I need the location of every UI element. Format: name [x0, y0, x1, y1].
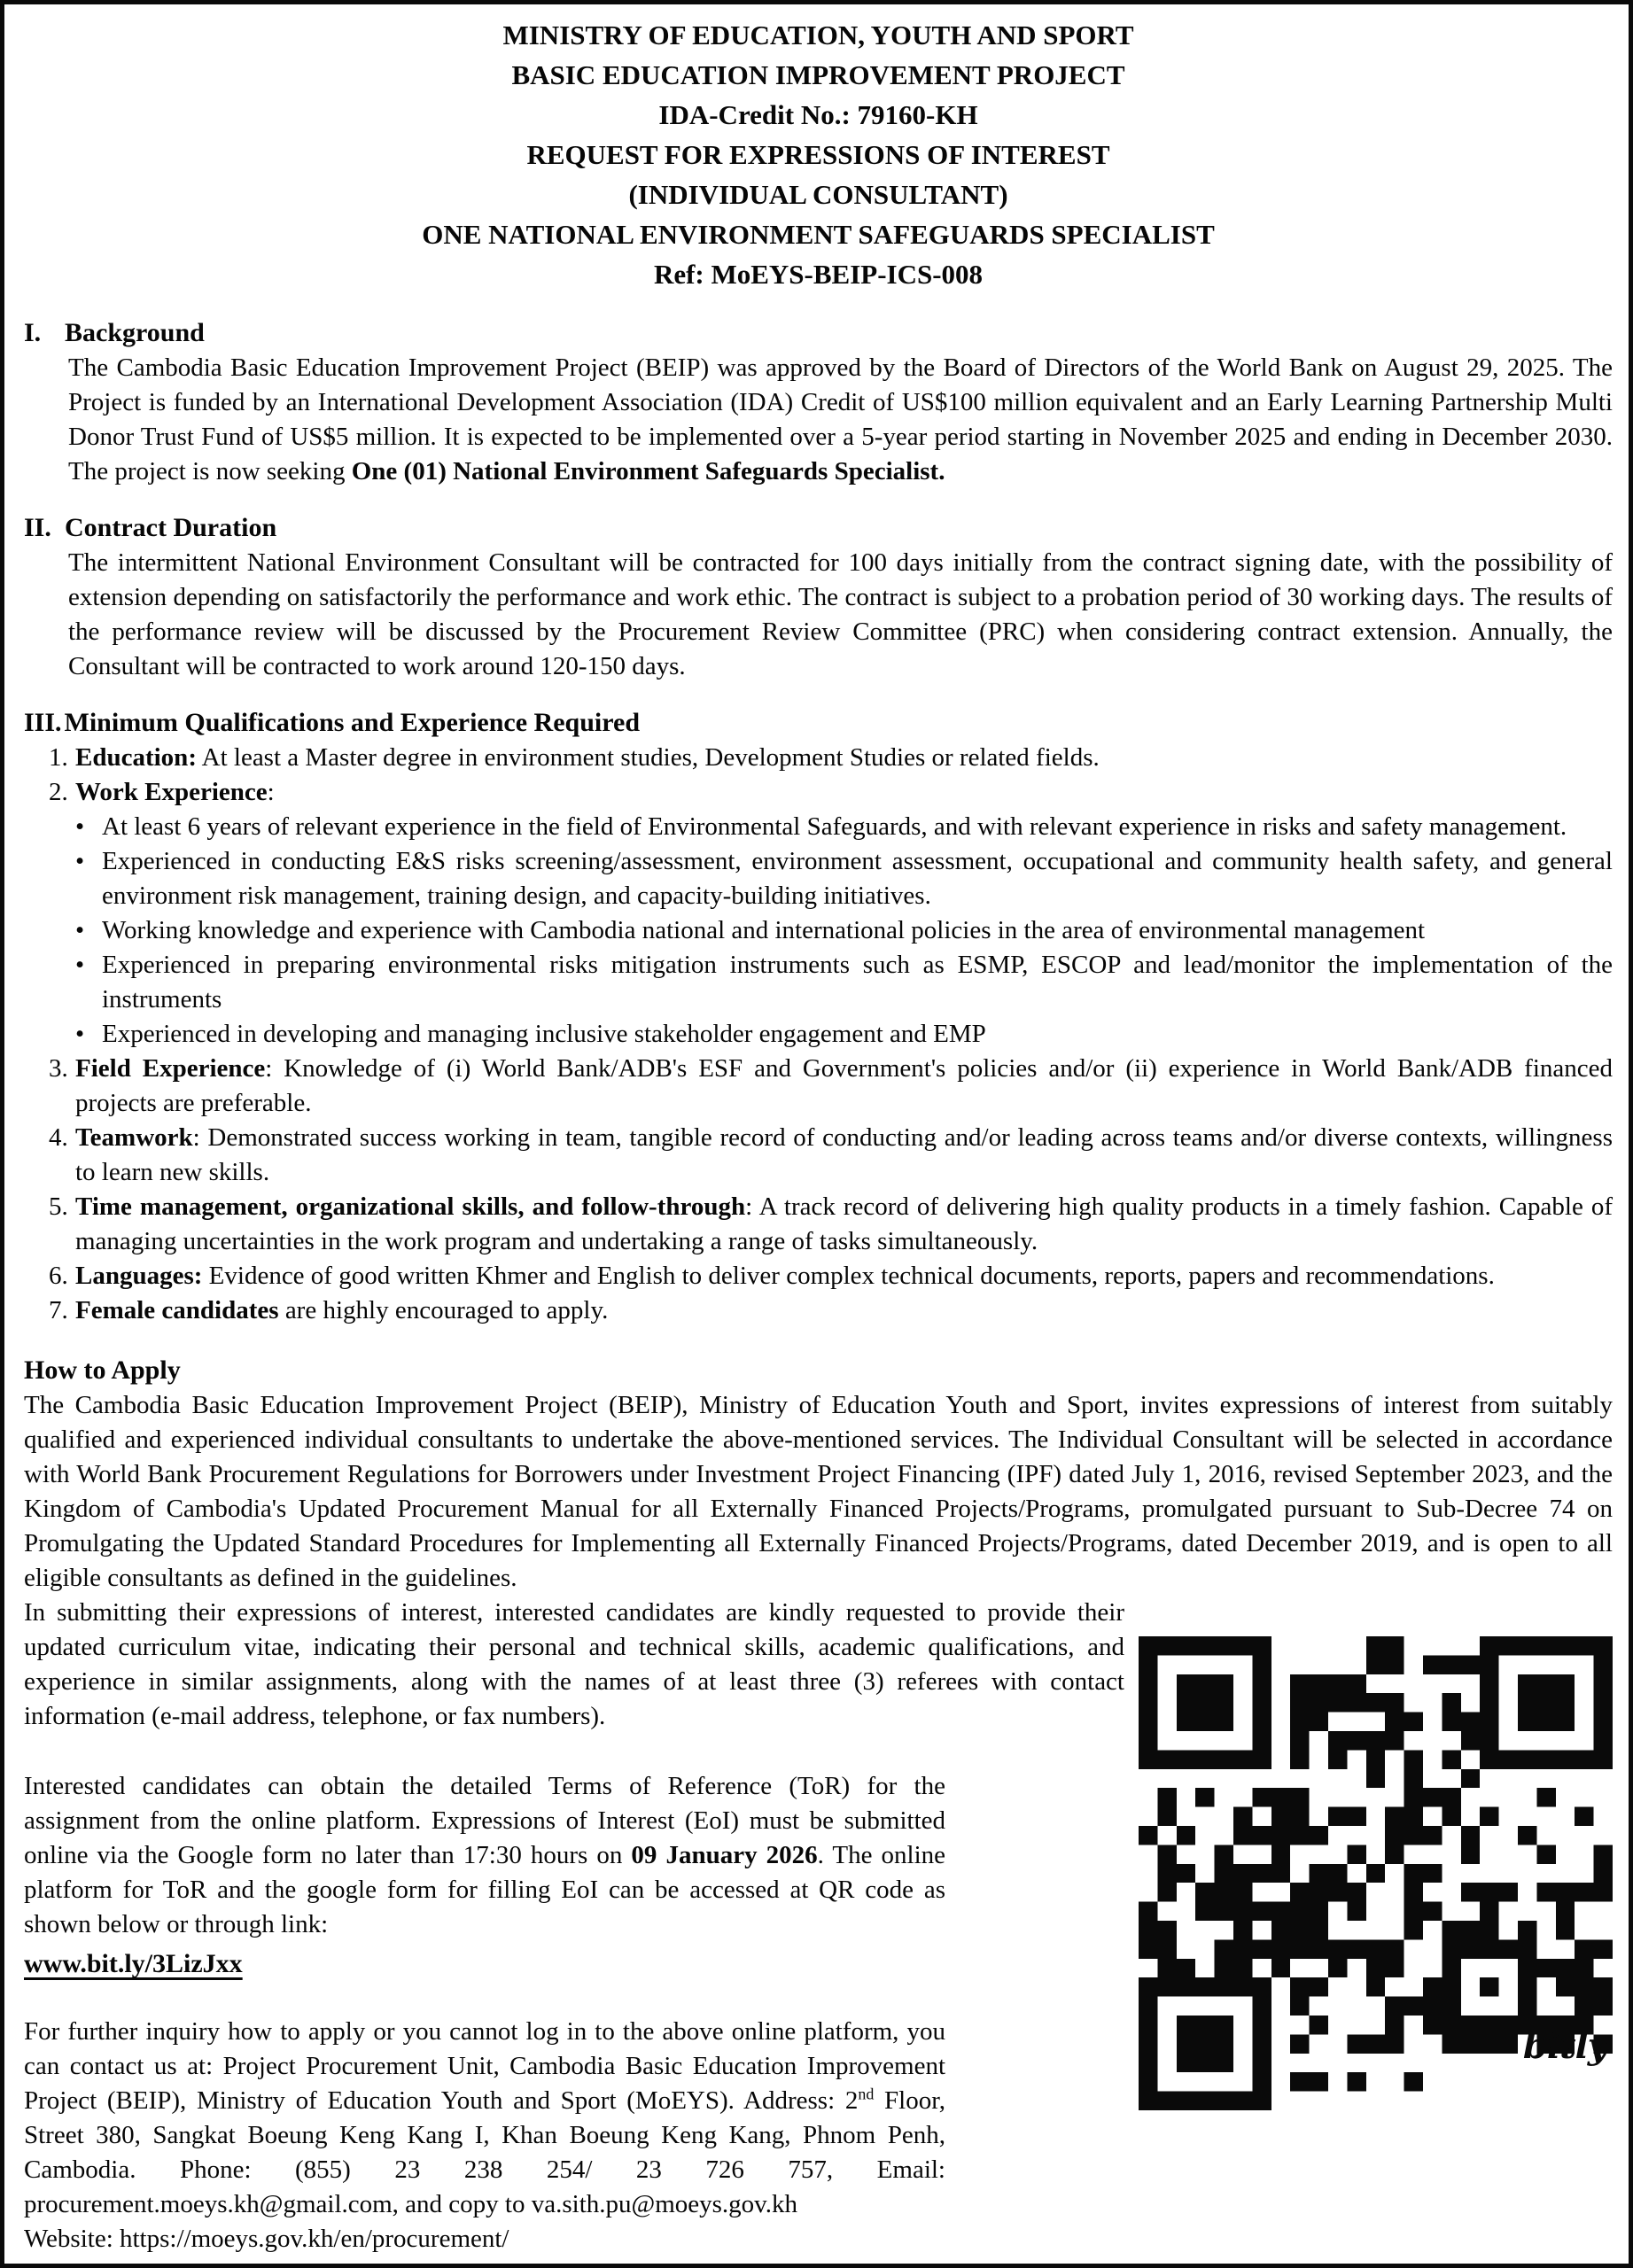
- qr-code: [1139, 1636, 1613, 2115]
- bullet-marker: •: [75, 951, 85, 979]
- contact-text: For further inquiry how to apply or you cannot log in to the above online platform, you can contact us at: Project Procurement Unit, Cambodia Basic Education Improvement Project (BEIP), Ministry of Education Youth and Sport (MoEYS). Address: 2: [24, 2017, 945, 2115]
- how-to-apply-paragraph-1: The Cambodia Basic Education Improvement Project (BEIP), Ministry of Education Youth and Sport, invites expressions of interest from suitably qualified and experienced individual consultants to undertake the above-mentioned services. The Individual Consultant will be selected in accordance with World Bank Procurement Regulations for Borrowers under Investment Project Financing (IPF) dated July 1, 2016, revised September 2023, and the Kingdom of Cambodia's Updated Procurement Manual for all Externally Financed Projects/Programs, promulgated pursuant to Sub-Decree 74 on Promulgating the Updated Standard Procedures for Implementing all Externally Financed Projects/Programs, dated December 2019, and is open to all eligible consultants as defined in the guidelines.: [24, 1391, 1613, 1592]
- paragraph-3-text: Interested candidates can obtain the detailed Terms of Reference (ToR) for the assignment from the online platform. Expressions of Interest (EoI) must be submitted online via the Google form no later than 17:30 hours on: [24, 1772, 945, 1869]
- section-contract-heading: [24, 510, 1613, 546]
- qualification-item-time-management: [24, 1190, 1613, 1259]
- item-rest: : Demonstrated success working in team, tangible record of conducting and/or leading across teams and/or diverse contexts, willingness to learn new skills.: [75, 1123, 1613, 1186]
- paragraph-2-text: In submitting their expressions of interest, interested candidates are kindly requested to provide their updated curriculum vitae, indicating their personal and technical skills, academic qualifications, and experience in similar assignments, along with the names of at least three (3) referees with contact information (e-mail address, telephone, or fax numbers).: [24, 1598, 1124, 1730]
- ordinal-suffix: nd: [858, 2085, 875, 2103]
- item-number: 1.: [49, 743, 68, 772]
- item-text: [75, 1259, 1613, 1293]
- how-to-apply-paragraph-3: [24, 1769, 945, 1942]
- item-lead: Work Experience: [75, 778, 268, 806]
- submission-deadline: 09 January 2026: [631, 1841, 818, 1869]
- item-lead: Teamwork: [75, 1123, 193, 1152]
- qualification-item-field-experience: [24, 1052, 1613, 1121]
- section-background: [24, 315, 1613, 489]
- section-contract-duration: [24, 510, 1613, 684]
- item-lead: Female candidates: [75, 1296, 279, 1324]
- contact-text-after: Floor, Street 380, Sangkat Boeung Keng Kang I, Khan Boeung Keng Kang, Phnom Penh, Cambodia. Phone: (855) 23 238 254/ 23 726 757, Email: procurement.moeys.kh@gmail.com, and copy to va.sith.pu@moeys.gov.kh: [24, 2086, 945, 2218]
- work-experience-bullet: [24, 844, 1613, 913]
- how-to-apply-paragraph-4: [24, 2015, 945, 2222]
- header-credit-no: IDA-Credit No.: 79160-KH: [658, 99, 978, 130]
- section-background-title: Background: [65, 318, 205, 347]
- section-qualifications: [24, 705, 1613, 1328]
- item-number: 6.: [49, 1262, 68, 1290]
- section-qualifications-numeral: III.: [24, 708, 62, 737]
- item-rest: are highly encouraged to apply.: [278, 1296, 609, 1324]
- document-content: [4, 4, 1629, 2262]
- bitly-link[interactable]: www.bit.ly/3LizJxx: [24, 1949, 243, 1978]
- section-background-body: [68, 351, 1613, 489]
- item-text: [75, 741, 1613, 775]
- paragraph-3-text-after: . The online platform for ToR and the google form for filling EoI can be accessed at QR code as shown below or through link:: [24, 1841, 945, 1938]
- header-project: BASIC EDUCATION IMPROVEMENT PROJECT: [511, 59, 1125, 90]
- work-experience-bullet: [24, 913, 1613, 948]
- item-text: [75, 1121, 1613, 1190]
- qualification-item-work-experience: [24, 775, 1613, 810]
- qualification-item-teamwork: [24, 1121, 1613, 1190]
- section-contract-body: The intermittent National Environment Consultant will be contracted for 100 days initially from the contract signing date, with the possibility of extension depending on satisfactorily the performance and work ethic. The contract is subject to a probation period of 30 working days. The results of the performance review will be discussed by the Procurement Review Committee (PRC) when considering contract extension. Annually, the Consultant will be contracted to work around 120-150 days.: [68, 548, 1613, 680]
- work-experience-bullet: [24, 1017, 1613, 1052]
- background-text-bold: One (01) National Environment Safeguards Specialist.: [351, 457, 945, 485]
- bullet-marker: •: [75, 812, 85, 841]
- how-to-apply-title: How to Apply: [24, 1355, 181, 1385]
- qualification-item-languages: [24, 1259, 1613, 1293]
- background-text: The Cambodia Basic Education Improvement Project (BEIP) was approved by the Board of Directors of the World Bank on August 29, 2025. The Project is funded by an International Development Association (IDA) Credit of US$100 million equivalent and an Early Learning Partnership Multi Donor Trust Fund of US$5 million. It is expected to be implemented over a 5-year period starting in November 2025 and ending in December 2030. The project is now seeking: [68, 353, 1613, 485]
- bullet-marker: •: [75, 1020, 85, 1048]
- bullet-marker: •: [75, 847, 85, 875]
- bullet-marker: •: [75, 916, 85, 944]
- section-contract-numeral: II.: [24, 513, 51, 542]
- header-ref: Ref: MoEYS-BEIP-ICS-008: [653, 259, 984, 290]
- website-line: Website: https://moeys.gov.kh/en/procurement/: [24, 2225, 509, 2253]
- header-consultant-type: (INDIVIDUAL CONSULTANT): [628, 179, 1008, 210]
- item-lead: Time management, organizational skills, and follow-through: [75, 1192, 746, 1221]
- item-rest: :: [267, 778, 275, 806]
- item-rest: Evidence of good written Khmer and English to deliver complex technical documents, reports, papers and recommendations.: [202, 1262, 1495, 1290]
- item-lead: Languages:: [75, 1262, 203, 1290]
- bullet-text: Experienced in conducting E&S risks screening/assessment, environment assessment, occupational and community health safety, and general environment risk management, training design, and capacity-building initiatives.: [102, 847, 1613, 910]
- item-rest: At least a Master degree in environment studies, Development Studies or related fields.: [196, 743, 1100, 772]
- document-header: [24, 15, 1613, 294]
- item-lead: Field Experience: [75, 1054, 266, 1083]
- item-rest: : A track record of delivering high quality products in a timely fashion. Capable of managing uncertainties in the work program and undertaking a range of tasks simultaneously.: [75, 1192, 1613, 1255]
- item-number: 3.: [49, 1054, 68, 1083]
- header-reoi: REQUEST FOR EXPRESSIONS OF INTEREST: [526, 139, 1110, 170]
- item-text: [75, 1052, 1613, 1121]
- qualification-item-education: [24, 741, 1613, 775]
- work-experience-bullet: [24, 948, 1613, 1017]
- section-qualifications-title: Minimum Qualifications and Experience Required: [64, 708, 640, 737]
- section-contract-title: Contract Duration: [65, 513, 277, 542]
- item-text: [75, 775, 1613, 810]
- section-background-numeral: I.: [24, 318, 42, 347]
- bullet-text: Experienced in preparing environmental risks mitigation instruments such as ESMP, ESCOP and lead/monitor the implementation of the instruments: [102, 951, 1613, 1014]
- header-position: ONE NATIONAL ENVIRONMENT SAFEGUARDS SPECIALIST: [422, 219, 1215, 250]
- item-number: 4.: [49, 1123, 68, 1152]
- bullet-text: Working knowledge and experience with Cambodia national and international policies in the area of environmental management: [102, 916, 1426, 944]
- item-number: 7.: [49, 1296, 68, 1324]
- bullet-text: At least 6 years of relevant experience in the field of Environmental Safeguards, and with relevant experience in risks and safety management.: [102, 812, 1567, 841]
- bitly-logo: bitly: [1522, 2025, 1607, 2067]
- item-number: 2.: [49, 778, 68, 806]
- header-ministry: MINISTRY OF EDUCATION, YOUTH AND SPORT: [502, 19, 1134, 50]
- item-number: 5.: [49, 1192, 68, 1221]
- item-text: [75, 1190, 1613, 1259]
- work-experience-bullet: [24, 810, 1613, 844]
- section-qualifications-heading: [24, 705, 1613, 741]
- section-background-heading: [24, 315, 1613, 351]
- item-rest: : Knowledge of (i) World Bank/ADB's ESF and Government's policies and/or (ii) experience in World Bank/ADB financed projects are preferable.: [75, 1054, 1613, 1117]
- bullet-text: Experienced in developing and managing inclusive stakeholder engagement and EMP: [102, 1020, 986, 1048]
- item-text: [75, 1293, 1613, 1328]
- item-lead: Education:: [75, 743, 197, 772]
- qualification-item-female-candidates: [24, 1293, 1613, 1328]
